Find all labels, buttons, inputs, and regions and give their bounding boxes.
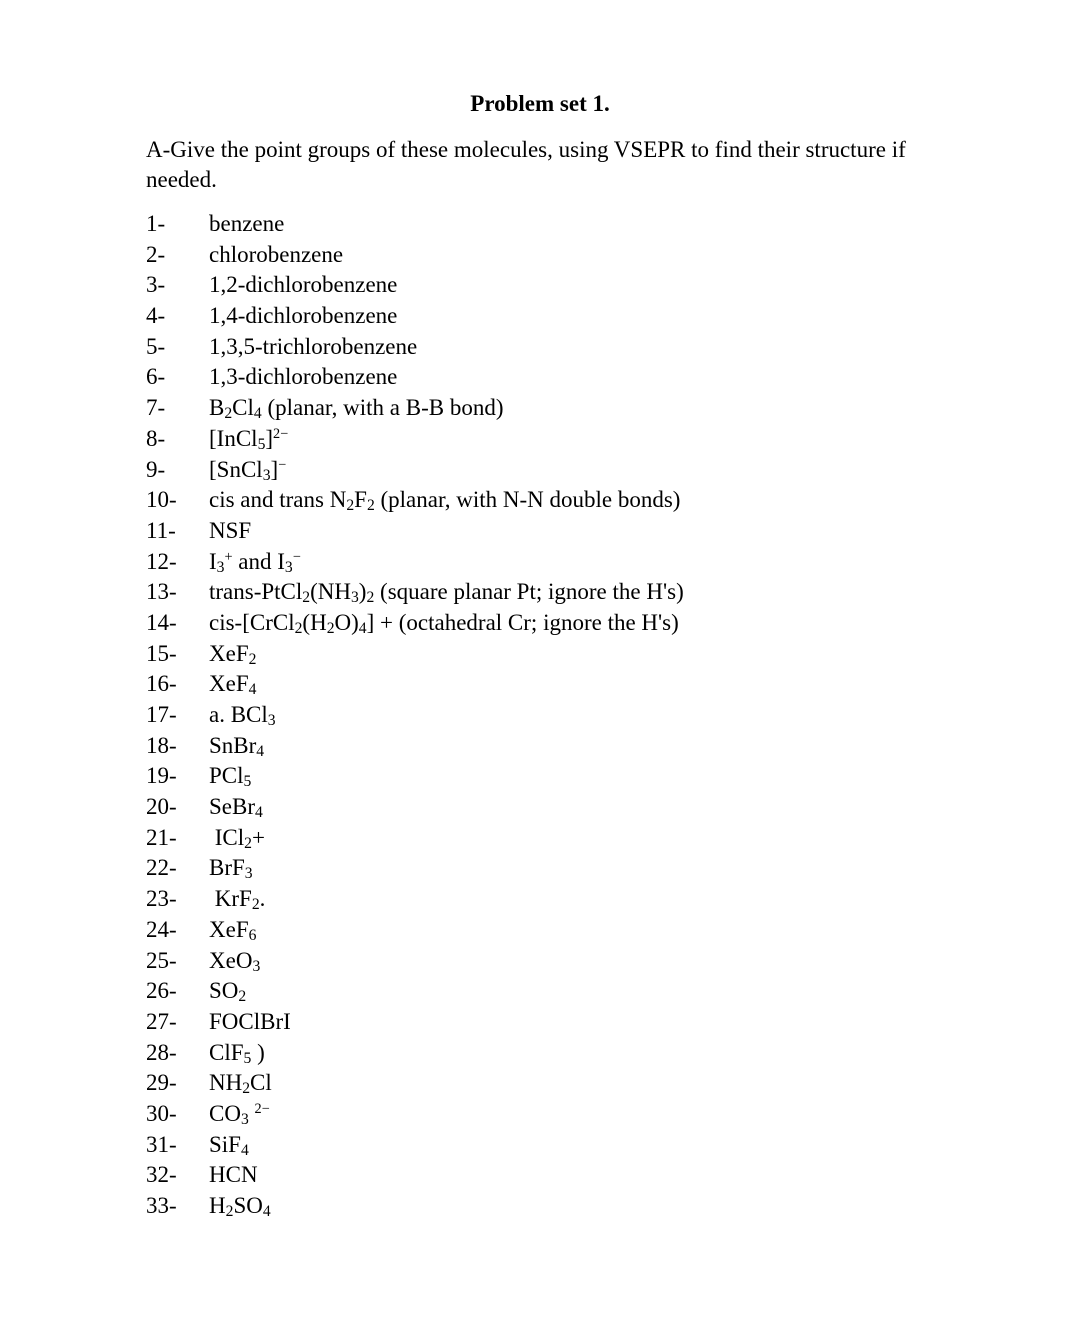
item-text: BrF$_3$	[209, 855, 253, 883]
item-text: ICl$_2$+	[209, 824, 265, 852]
list-item	[146, 1160, 684, 1191]
list-item	[146, 547, 684, 578]
list-item	[146, 608, 684, 639]
item-number: 15-	[146, 640, 177, 666]
item-number: 26-	[146, 978, 177, 1004]
list-item	[146, 301, 684, 332]
item-number: 18-	[146, 732, 177, 758]
item-text: $B_2Cl_4$ (planar, with a B-B bond)	[209, 395, 504, 422]
item-text: SiF$_4$	[209, 1131, 249, 1159]
item-text: FOClBrI	[209, 1008, 291, 1034]
list-item	[146, 1191, 684, 1222]
list-item	[146, 700, 684, 731]
item-text: NSF	[209, 517, 252, 543]
item-number: 33-	[146, 1193, 177, 1218]
item-text: ClF$_5$ )	[209, 1039, 265, 1067]
item-text: $NH_2Cl$	[209, 1070, 272, 1098]
item-number: 12-	[146, 548, 177, 574]
item-text: 1,3,5-trichlorobenzene	[209, 333, 418, 359]
item-number: 22-	[146, 855, 177, 881]
item-number: 21-	[146, 824, 177, 850]
item-text: $I_3^+$ and $I_3^-$	[209, 548, 301, 576]
item-number: 29-	[146, 1070, 177, 1096]
item-number: 8-	[146, 425, 166, 451]
list-item	[146, 240, 684, 271]
item-text: XeO$_3$	[209, 947, 261, 975]
problem-list	[146, 209, 684, 1222]
list-item	[146, 1099, 684, 1130]
item-number: 24-	[146, 916, 177, 942]
item-number: 4-	[146, 303, 166, 329]
item-number: 27-	[146, 1008, 177, 1034]
list-item	[146, 393, 684, 424]
list-item	[146, 669, 684, 700]
list-item	[146, 270, 684, 301]
list-item	[146, 639, 684, 670]
item-text: XeF$_4$	[209, 671, 257, 699]
instructions-text: A-Give the point groups of these molecules, using VSEPR to find their structure if needed.	[146, 137, 906, 192]
list-item	[146, 516, 684, 547]
list-item	[146, 976, 684, 1007]
item-text: SnBr$_4$	[209, 732, 265, 760]
list-item	[146, 823, 684, 854]
list-item	[146, 362, 684, 393]
item-number: 19-	[146, 763, 177, 789]
item-text: SeBr$_4$	[209, 794, 263, 821]
item-text: a. BCl$_3$	[209, 702, 276, 729]
item-number: 1-	[146, 211, 166, 236]
document-title: Problem set 1.	[470, 91, 610, 116]
item-text: 1,2-dichlorobenzene	[209, 272, 398, 298]
item-number: 6-	[146, 364, 166, 390]
item-text: chlorobenzene	[209, 241, 344, 267]
item-number: 11-	[146, 517, 176, 543]
list-item	[146, 455, 684, 486]
item-number: 17-	[146, 702, 177, 727]
item-text: $CO_3$ $^{2-}$	[209, 1100, 270, 1128]
list-item	[146, 1130, 684, 1161]
item-text: 1,4-dichlorobenzene	[209, 303, 398, 329]
item-number: 25-	[146, 947, 177, 973]
item-text: $SO_2$	[209, 978, 247, 1005]
item-text: cis and trans $N_2F_2$ (planar, with N-N double bonds)	[209, 487, 681, 514]
item-text: 1,3-dichlorobenzene	[209, 364, 398, 390]
item-text: HCN	[209, 1162, 258, 1188]
list-item	[146, 1038, 684, 1069]
item-number: 28-	[146, 1039, 177, 1065]
list-item	[146, 761, 684, 792]
item-number: 3-	[146, 272, 166, 298]
item-number: 5-	[146, 333, 166, 359]
item-number: 13-	[146, 579, 177, 605]
item-text: cis-$[CrCl_2(H_2O)_4]$ + (octahedral Cr; ignore the H's)	[209, 609, 679, 637]
item-number: 20-	[146, 794, 177, 820]
item-number: 7-	[146, 395, 166, 421]
item-text: XeF$_2$	[209, 640, 257, 668]
list-item	[146, 1068, 684, 1099]
list-item	[146, 209, 684, 240]
item-number: 9-	[146, 456, 166, 482]
list-item	[146, 577, 684, 608]
item-number: 30-	[146, 1100, 177, 1126]
list-item	[146, 332, 684, 363]
list-item	[146, 792, 684, 823]
item-text: trans-$PtCl_2(NH_3)_2$ (square planar Pt; ignore the H's)	[209, 579, 684, 607]
item-number: 31-	[146, 1131, 177, 1157]
list-item	[146, 915, 684, 946]
item-number: 10-	[146, 487, 177, 513]
item-text: KrF$_2$.	[209, 886, 266, 913]
item-text: PCl$_5$	[209, 763, 252, 791]
item-number: 32-	[146, 1162, 177, 1188]
item-text: benzene	[209, 211, 285, 236]
item-text: [SnCl$_3$]−	[209, 456, 287, 484]
item-number: 14-	[146, 609, 177, 635]
list-item	[146, 1007, 684, 1038]
item-number: 23-	[146, 886, 177, 912]
list-item	[146, 853, 684, 884]
list-item	[146, 946, 684, 977]
item-text: [InCl$_5$]$^{2-}$	[209, 425, 289, 453]
item-text: $H_2SO_4$	[209, 1193, 271, 1220]
list-item	[146, 731, 684, 762]
item-number: 16-	[146, 671, 177, 697]
list-item	[146, 485, 684, 516]
list-item	[146, 424, 684, 455]
item-number: 2-	[146, 241, 166, 267]
list-item	[146, 884, 684, 915]
item-text: XeF$_6$	[209, 916, 257, 944]
